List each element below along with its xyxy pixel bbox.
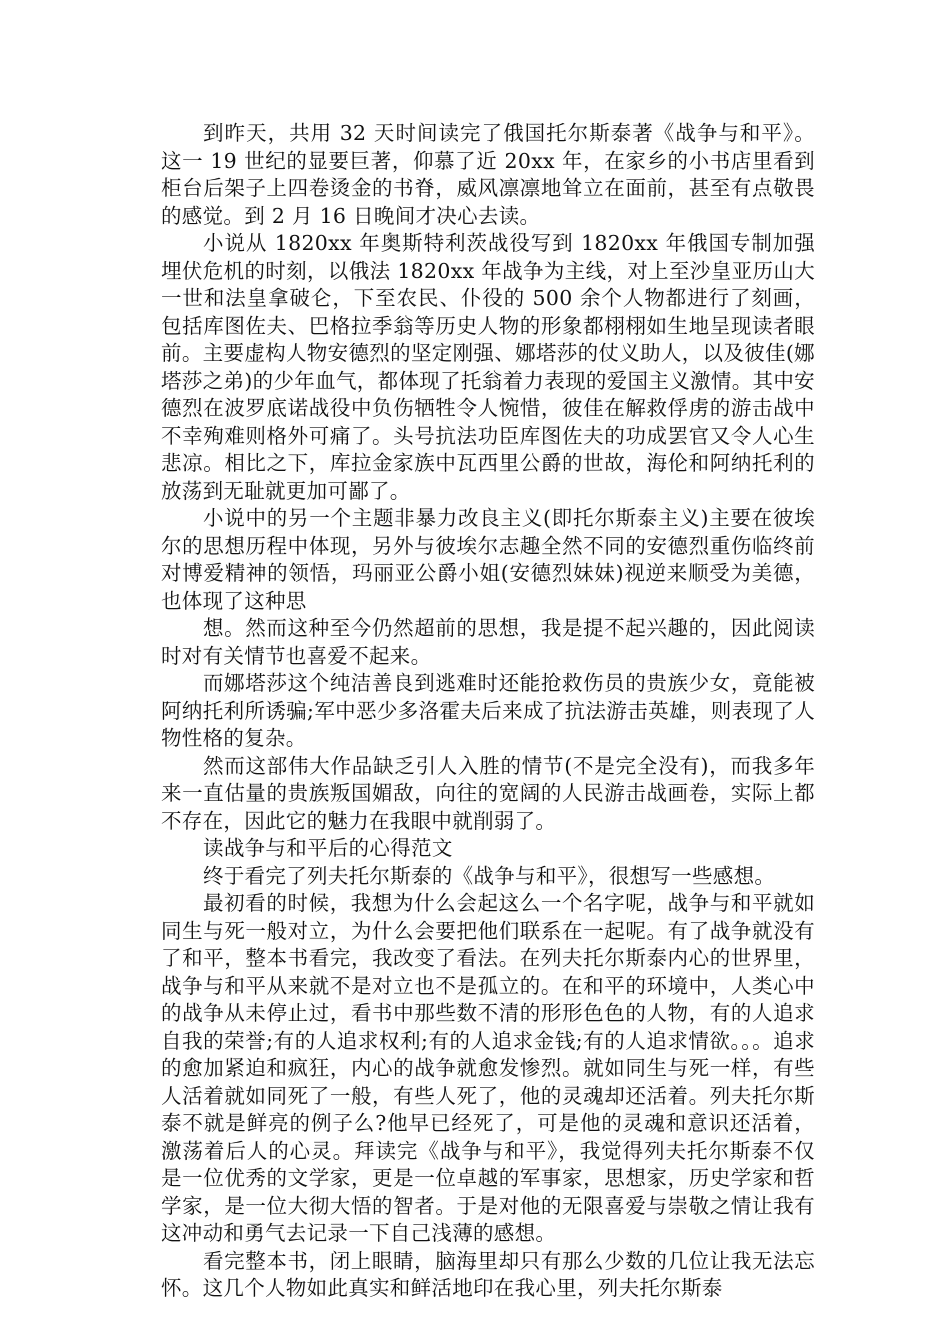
paragraph-finished-reading: 终于看完了列夫托尔斯泰的《战争与和平》，很想写一些感想。 xyxy=(203,863,776,888)
paragraph-plot-summary: 小说从 1820xx 年奥斯特利茨战役写到 1820xx 年俄国专制加强埋伏危机的时刻，以俄法 1820xx 年战争为主线，对上至沙皇亚历山大一世和法皇拿破仑，下至农民、仆役的 500 余个人物都进行了刻画，包括库图佐夫、巴格拉季翁等历史人物的形象都栩栩如生地呈现读者眼前。主要虚构人物安德烈的坚定刚强、娜塔莎的仗义助人，以及彼佳(娜塔莎之弟)的少年血气，都体现了托翁着力表现的爱国主义激情。其中安德烈在波罗底诺战役中负伤牺牲令人惋惜，彼佳在解救俘虏的游击战中不幸殉难则格外可痛了。头号抗法功臣库图佐夫的功成罢官又令人心生悲凉。相比之下，库拉金家族中瓦西里公爵的世故，海伦和阿纳托利的放荡到无耻就更加可鄙了。 xyxy=(161,231,815,503)
article-body xyxy=(161,120,815,1303)
paragraph-closing-eyes: 看完整本书，闭上眼睛，脑海里却只有那么少数的几位让我无法忘怀。这几个人物如此真实和鲜活地印在我心里，列夫托尔斯泰 xyxy=(161,1248,815,1300)
paragraph-second-theme: 小说中的另一个主题非暴力改良主义(即托尔斯泰主义)主要在彼埃尔的思想历程中体现，另外与彼埃尔志趣全然不同的安德烈重伤临终前对博爱精神的领悟，玛丽亚公爵小姐(安德烈妹妹)视逆来顺受为美德，也体现了这种思 xyxy=(161,506,815,613)
paragraph-reading-record: 到昨天，共用 32 天时间读完了俄国托尔斯泰著《战争与和平》。这一 19 世纪的显要巨著，仰慕了近 20xx 年，在家乡的小书店里看到柜台后架子上四卷烫金的书脊，威风凛凛地耸立在面前，甚至有点敬畏的感觉。到 2 月 16 日晚间才决心去读。 xyxy=(161,121,815,228)
paragraph-weakened-charm: 然而这部伟大作品缺乏引人入胜的情节(不是完全没有)，而我多年来一直估量的贵族叛国媚敌，向往的宽阔的人民游击战画卷，实际上都不存在，因此它的魅力在我眼中就削弱了。 xyxy=(161,753,815,833)
section-heading: 读战争与和平后的心得范文 xyxy=(203,836,453,860)
paragraph-thought-continued: 想。然而这种至今仍然超前的思想，我是提不起兴趣的，因此阅读时对有关情节也喜爱不起来。 xyxy=(161,616,815,668)
paragraph-character-complexity: 而娜塔莎这个纯洁善良到逃难时还能抢救伤员的贵族少女，竟能被阿纳托利所诱骗;军中恶少多洛霍夫后来成了抗法游击英雄，则表现了人物性格的复杂。 xyxy=(161,671,815,750)
paragraph-war-and-peace-reflection: 最初看的时候，我想为什么会起这么一个名字呢，战争与和平就如同生与死一般对立，为什么会要把他们联系在一起呢。有了战争就没有了和平，整本书看完，我改变了看法。在列夫托尔斯泰内心的世界里，战争与和平从来就不是对立也不是孤立的。在和平的环境中，人类心中的战争从未停止过，看书中那些数不清的形形色色的人物，有的人追求自我的荣誉;有的人追求权利;有的人追求金钱;有的人追求情欲。。。追求的愈加紧迫和疯狂，内心的战争就愈发惨烈。就如同生与死一样，有些人活着就如同死了一般，有些人死了，他的灵魂却还活着。列夫托尔斯泰不就是鲜亮的例子么?他早已经死了，可是他的灵魂和意识还活着，激荡着后人的心灵。拜读完《战争与和平》，我觉得列夫托尔斯泰不仅是一位优秀的文学家，更是一位卓越的军事家，思想家，历史学家和哲学家，是一位大彻大悟的智者。于是对他的无限喜爱与崇敬之情让我有这冲动和勇气去记录一下自己浅薄的感想。 xyxy=(161,891,815,1245)
